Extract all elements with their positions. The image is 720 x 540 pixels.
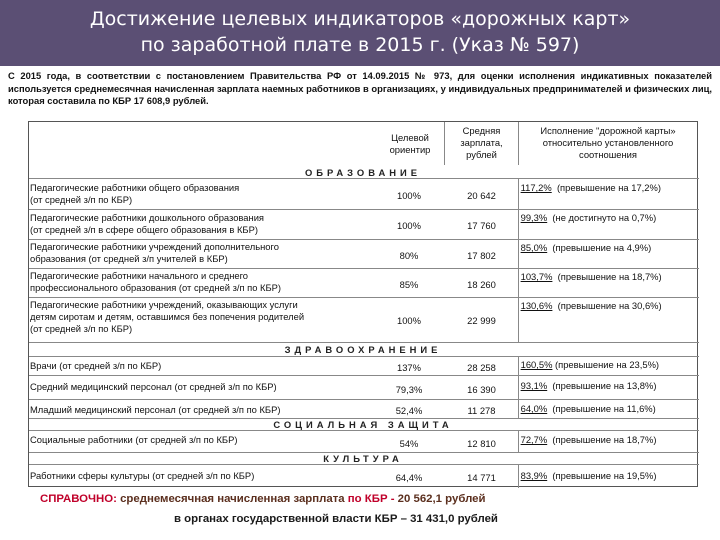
col-divider — [518, 122, 519, 165]
row-target: 100% — [397, 315, 421, 326]
row-salary: 14 771 — [467, 472, 496, 483]
row-execution: 72,7% (превышение на 18,7%) — [520, 434, 657, 445]
title-line-2: по заработной плате в 2015 г. (Указ № 597) — [140, 34, 580, 56]
title-banner — [0, 0, 720, 66]
row-target: 54% — [399, 438, 419, 449]
row-execution: 103,7% (превышение на 18,7%) — [520, 271, 662, 282]
row-divider — [29, 239, 699, 240]
section-health: ЗДРАВООХРАНЕНИЕ — [284, 344, 442, 355]
row-name: Педагогические работники дошкольного образования (от средней з/п в сфере общего образования в КБР) — [30, 212, 265, 235]
row-salary: 22 999 — [467, 315, 496, 326]
indicators-table — [28, 121, 698, 487]
row-salary: 18 260 — [467, 279, 496, 290]
row-name: Работники сферы культуры (от средней з/п по КБР) — [30, 470, 255, 481]
row-divider — [29, 375, 699, 376]
row-name: Педагогические работники учреждений, оказывающих услуги детям сиротам и детям, оставшимся без попечения родителей (от средней з/п по КБР) — [30, 299, 305, 334]
row-divider — [29, 297, 699, 298]
row-divider — [29, 356, 699, 357]
row-name: Средний медицинский персонал (от средней з/п по КБР) — [30, 381, 277, 392]
row-execution: 99,3% (не достигнуто на 0,7%) — [520, 212, 657, 223]
row-salary: 16 390 — [467, 384, 496, 395]
row-target: 137% — [397, 362, 421, 373]
row-target: 100% — [397, 220, 421, 231]
row-divider — [29, 178, 699, 179]
row-salary: 17 802 — [467, 250, 496, 261]
row-name: Врачи (от средней з/п по КБР) — [30, 360, 162, 371]
col-divider — [444, 122, 445, 165]
row-divider — [29, 342, 699, 343]
row-name: Педагогические работники начального и среднего профессионального образования (от средней з/п по КБР) — [30, 270, 282, 293]
page-title — [0, 6, 720, 58]
row-execution: 64,0% (превышение на 11,6%) — [520, 403, 656, 414]
row-divider — [29, 464, 699, 465]
intro-paragraph: С 2015 года, в соответствии с постановлением Правительства РФ от 14.09.2015 № 973, для оценки исполнения индикативных показателей используется среднемесячная начисленная зарплата наемных работников в организациях, у индивидуальных предпринимателей и физических лиц, которая составила по КБР 17 608,9 рублей. — [8, 70, 712, 106]
section-culture: КУЛЬТУРА — [323, 453, 403, 464]
row-name: Педагогические работники общего образования (от средней з/п по КБР) — [30, 182, 240, 205]
row-target: 80% — [399, 250, 419, 261]
row-divider — [29, 399, 699, 400]
row-salary: 17 760 — [467, 220, 496, 231]
row-salary: 28 258 — [467, 362, 496, 373]
row-target: 100% — [397, 190, 421, 201]
reference-line-1: СПРАВОЧНО: среднемесячная начисленная зарплата по КБР - 20 562,1 рублей — [40, 493, 486, 505]
section-education: ОБРАЗОВАНИЕ — [304, 167, 422, 178]
row-name: Младший медицинский персонал (от средней з/п по КБР) — [30, 404, 281, 415]
row-execution: 117,2% (превышение на 17,2%) — [520, 182, 661, 193]
row-divider — [29, 430, 699, 431]
row-target: 79,3% — [395, 384, 423, 395]
row-salary: 20 642 — [467, 190, 496, 201]
reference-label: СПРАВОЧНО: — [40, 493, 117, 505]
section-social: СОЦИАЛЬНАЯ ЗАЩИТА — [273, 419, 453, 430]
header-execution: Исполнение "дорожной карты» относительно установленного соотношения — [540, 125, 676, 160]
row-salary: 12 810 — [467, 438, 496, 449]
row-name: Педагогические работники учреждений дополнительного образования (от средней з/п учителей в КБР) — [30, 241, 279, 264]
row-target: 52,4% — [395, 405, 423, 416]
row-divider — [29, 209, 699, 210]
row-execution: 85,0% (превышение на 4,9%) — [520, 242, 652, 253]
row-execution: 130,6% (превышение на 30,6%) — [520, 300, 662, 311]
row-name: Социальные работники (от средней з/п по КБР) — [30, 434, 238, 445]
header-target: Целевой ориентир — [389, 132, 431, 155]
title-line-1: Достижение целевых индикаторов «дорожных карт» — [89, 8, 631, 30]
reference-line-2: в органах государственной власти КБР – 31 431,0 рублей — [174, 513, 498, 525]
header-salary: Средняя зарплата, рублей — [460, 125, 503, 160]
row-target: 85% — [399, 279, 419, 290]
row-salary: 11 278 — [467, 405, 496, 416]
row-divider — [29, 268, 699, 269]
row-execution: 93,1% (превышение на 13,8%) — [520, 380, 657, 391]
row-target: 64,4% — [395, 472, 423, 483]
row-execution: 160,5% (превышение на 23,5%) — [520, 359, 660, 370]
row-execution: 83,9% (превышение на 19,5%) — [520, 470, 657, 481]
